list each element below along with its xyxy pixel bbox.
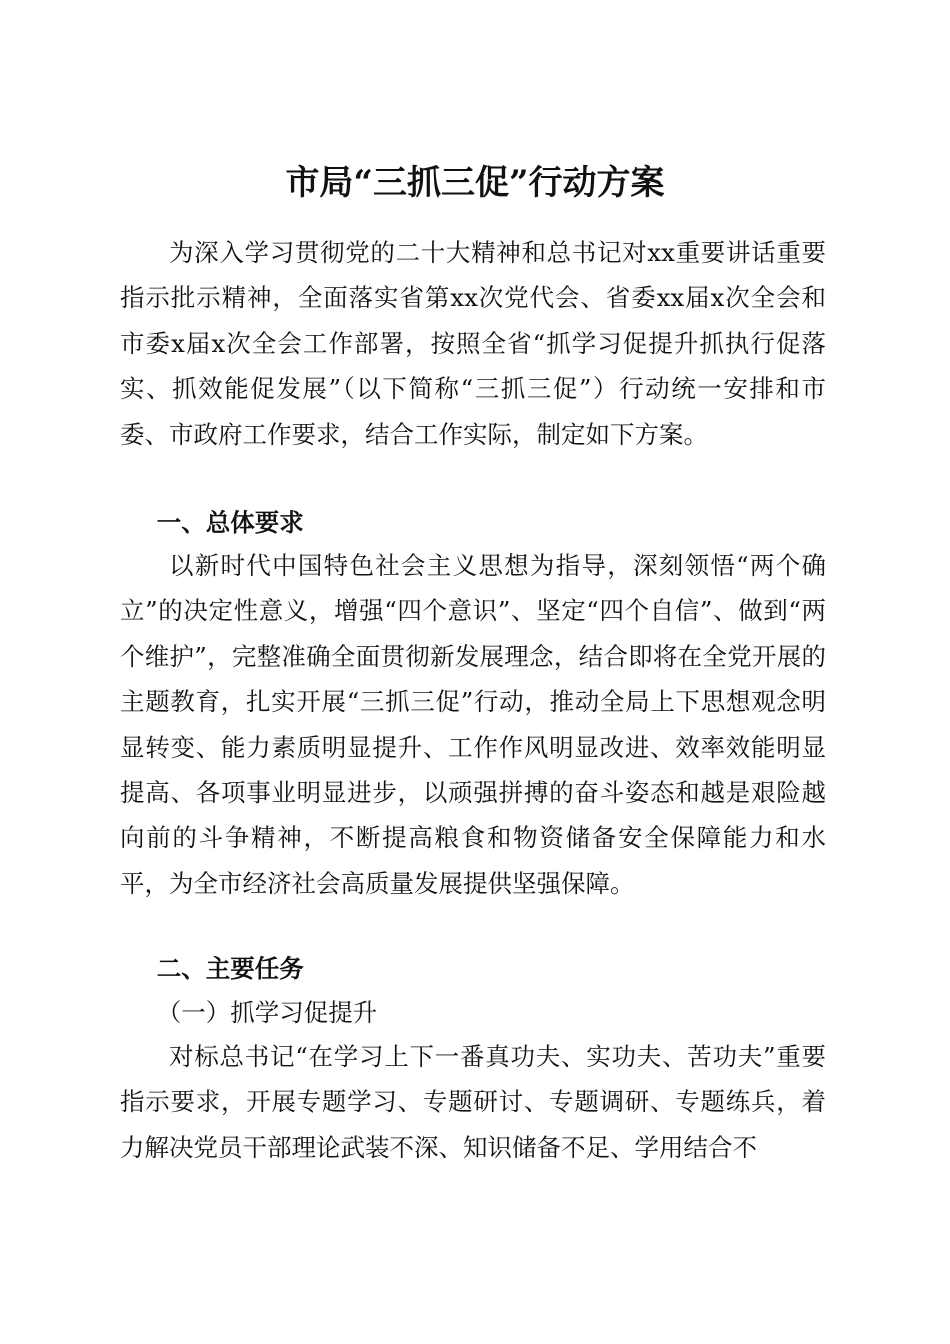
document-title: 市局“三抓三促”行动方案 [285,162,665,203]
section-heading-general-requirements: 一、总体要求 [156,508,304,537]
subsection-paragraph-learning: 对标总书记“在学习上下一番真功夫、实功夫、苦功夫”重要指示要求，开展专题学习、专题研讨、专题调研、专题练兵，着力解决党员干部理论武装不深、知识储备不足、学用结合不 [120,1042,826,1162]
intro-paragraph: 为深入学习贯彻党的二十大精神和总书记对xx重要讲话重要指示批示精神，全面落实省第xx次党代会、省委xx届x次全会和市委x届x次全会工作部署，按照全省“抓学习促提升抓执行促落实、抓效能促发展”（以下简称“三抓三促”）行动统一安排和市委、市政府工作要求，结合工作实际，制定如下方案。 [120,238,826,449]
section-paragraph-general-requirements: 以新时代中国特色社会主义思想为指导，深刻领悟“两个确立”的决定性意义，增强“四个意识”、坚定“四个自信”、做到“两个维护”，完整准确全面贯彻新发展理念，结合即将在全党开展的主题教育，扎实开展“三抓三促”行动，推动全局上下思想观念明显转变、能力素质明显提升、工作作风明显改进、效率效能明显提高、各项事业明显进步，以顽强拼搏的奋斗姿态和越是艰险越向前的斗争精神，不断提高粮食和物资储备安全保障能力和水平，为全市经济社会高质量发展提供坚强保障。 [120,551,826,898]
subsection-heading-learning: （一）抓学习促提升 [156,998,378,1027]
section-heading-main-tasks: 二、主要任务 [156,954,304,983]
